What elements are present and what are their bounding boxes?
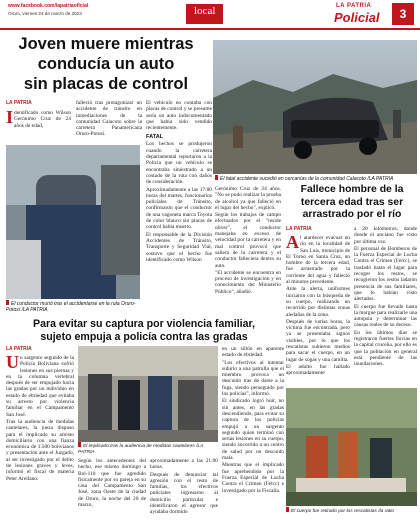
story2-text-b2: El personal de Bomberos de la Fuerza Especial de Lucha Contra el Crimen (Felcc), se trasladó hasta el lugar para recoger los restos, se recogieron los restos ladaron presencia de sus familiares, que lo habían visto alertados.: [354, 245, 417, 303]
story3-text-c2: Después de denunciar tal agresión con el resto de familias, los efectivos policiales ingresaron al domicilio particular e identificaron el agresor que ayudaba dormido: [150, 471, 218, 516]
story1-text-col2b: El vehículo no contaba con placas de control y se presume sería un auto indocumentado que había sido vendido recientemente.: [146, 100, 212, 132]
story2-column1: [286, 226, 350, 386]
story3-text-c: aproximadamente a las 21:00 horas.: [150, 458, 218, 471]
story3-text-b: Según los antecedentes del hecho, ese mismo domingo a Bol-110 que fue agredido físicamente por su pareja en su casa del Campamento San José, zona Oeste de la ciudad de Oruro, la noche del 20 de marzo,: [78, 458, 146, 509]
story3-column4: [222, 346, 284, 522]
story1-photo-main-caption: El fatal accidente sucedió en cercanías de la comunidad Calacoto /LA PATRIA: [215, 174, 415, 182]
story3-text-d4: Mientras que el implicado fue aprehendido por la Fuerza Especial de Lucha Contra el Crimen (Felcc) e investigado por la Fiscalía.: [222, 462, 284, 494]
story2-byline: LA PATRIA: [286, 226, 312, 232]
story1-text-col2e: El responsable de la División Accidentes de Tránsito, Transporte y Seguridad Vial, sostuvo que el hecho fue identificado como Wilson: [146, 231, 212, 263]
story2-text-a: l atardecer evacuar un río en la localidad de San Luis, municipio de El Torno en Santa Cruz, un hombre de la tercera edad, fue arrastrado por la corriente del agua y falleció al minutos precedente.: [286, 235, 350, 286]
supplement-name: Policial: [334, 10, 380, 25]
story2-headline-line2: tercera edad tras ser: [300, 196, 404, 208]
story1-photo-second: [6, 145, 140, 299]
story1-headline-line1: Joven muere mientras: [18, 35, 194, 53]
story3-photo-caption: El implicado tras la audiencia de medidas cautelares /LA PATRIA: [78, 442, 218, 456]
story3-headline: [4, 318, 284, 343]
story2-text-b4: En los últimos días se registraron fuertes lluvias en la capital cruceña, por ello es que la población en general está pendiente de las inundaciones.: [354, 329, 417, 368]
drop-cap: I: [6, 110, 14, 127]
issue-date: Oruro, viernes 24 de marzo de 2023: [8, 11, 82, 16]
page-number: 3: [392, 3, 414, 25]
story1-column4: [215, 186, 281, 314]
story3-byline: LA PATRIA: [6, 346, 32, 352]
story2-headline-line3: arrastrado por el río: [302, 209, 402, 220]
story2-column2: [354, 226, 417, 386]
story1-text-col3c: "El accidente se encuentra en proceso de investigación y en conocimiento del Ministerio Público", añadió.: [215, 269, 281, 295]
story3-headline-line2: sujeto empuja a policía contra las gradas: [40, 330, 248, 343]
story3-text-a: n sargento segundo de la Policía Boliviana sufrió lesiones en sus piernas y en la columna vertebral después de ser empujado hacia las gradas por un individuo en estado de ebriedad que evitaba su arresto por violencia familiar en el Campamento San José.: [6, 355, 74, 418]
story1-photo-second-caption: El conductor murió tras el accidentarse en la ruta Oruro-Potosí /LA PATRIA: [6, 300, 140, 314]
photo-driver-blurred: [6, 145, 140, 299]
story2-text-b: a 20 kilómetros, donde donde el anciano fue visto por última vez.: [354, 226, 417, 245]
story3-photo: [78, 346, 218, 442]
story1-text-col3b: Según los trabajos de campo efectuados por el "reside oliver", el conductor manejaba en exceso de velocidad por la carretera y en mal control provocó que saliera de la carretera y el conductor falleciera dentro su auto.: [215, 212, 281, 269]
story1-headline-line2: conducía un auto: [37, 55, 175, 73]
drop-cap: U: [6, 355, 19, 372]
story1-text-col2a: falleció tras protagonizar un accidente de tránsito en inmediaciones de la comunidad Calacoto sobre la carretera Panamericana Oruro-Potosí.: [76, 100, 142, 138]
brand-name: LA PATRIA: [336, 3, 372, 9]
story1-subhead: FATAL: [146, 134, 164, 141]
story2-text-a2: Ante la alerta, uniformes iniciaron con la búsqueda de su cuerpo, realizando un recorrido por distintas zonas aledañas de la zona.: [286, 286, 350, 318]
story1-photo-main: [213, 40, 417, 174]
story2-photo: [286, 388, 417, 506]
story2-photo-caption: El cuerpo fue retirado por los rescatistas /la ratio: [286, 507, 417, 517]
story1-text-col3a: Gerónimo Cruz de 24 años. "No se pudo realizar la prueba de alcohol ya que falleció en el lugar del hecho", explicó.: [215, 186, 281, 211]
page-header: [0, 0, 420, 30]
story2-text-a3: Después de varias horas, la víctima fue encontrada, pero ya se presentaba signos visibles, por lo que los rescatistas subieron medios para sacar el cuerpo, en un lugar de sogas y una camilla.: [286, 318, 350, 363]
story1-headline: [6, 34, 206, 94]
story3-column2: [78, 458, 146, 522]
section-label: local: [186, 4, 223, 24]
photo-accident-scene: [213, 40, 417, 174]
story1-column1: [6, 100, 71, 129]
story1-text-lead: dentificado como Wilson Gerónimo Cruz de 24 años de edad,: [14, 110, 71, 129]
story3-column3: [150, 458, 218, 522]
story3-text-d: en un sillón en aparente estado de ebriedad.: [222, 346, 284, 359]
facebook-link[interactable]: www.facebook.com/lapatriaoficial: [8, 3, 89, 9]
story1-column3: [146, 100, 212, 314]
photo-river-rescue: [286, 388, 417, 506]
story3-text-d3: El sindicado logró huir, no sin antes, en las gradas descendiendo, para evitar su captura de los policías empujó a un sargento segundo quien terminó con serias lesiones en su cuerpo, siendo socorrido a un centro de salud por un descuido mala.: [222, 398, 284, 462]
story2-text-b3: El cuerpo fue llevado hasta la morgue para realizarle una autopsia y determinar las causas reales de su deceso.: [354, 303, 417, 329]
story2-headline: [286, 184, 418, 222]
story1-byline: LA PATRIA: [6, 100, 32, 106]
photo-court-hearing: [78, 346, 218, 442]
story1-text-col2c: Los hechos se produjeron cuando la carretera departamental reportaron a la Policía que un vehículo se encontraba siniestrado a un costado de la ruta con daños de consideración.: [146, 141, 212, 186]
story1-column2: [76, 100, 142, 144]
story3-column1: [6, 346, 74, 522]
story1-headline-line3: sin placas de control: [23, 75, 189, 93]
story3-text-d2: "Los efectivos al intentar subirlo a una patrulla que el miembro provoca un descuido tras de darse a la fuga, siendo perseguido por los policías", informó.: [222, 359, 284, 398]
drop-cap: A: [286, 235, 299, 252]
story3-headline-line1: Para evitar su captura por violencia familiar,: [33, 318, 255, 330]
story2-headline-line1: Fallece hombre de la: [300, 184, 404, 195]
story3-text-a2: Tras la audiencia de medidas cautelares, la jueza dispuso para el implicado su arresto domiciliario con una fianza económica de 1.500 bolivianos y presentación ante el Juzgado, al ser investigado por el delito de lesiones graves y leves, informó el fiscal de materia Peter Arellano.: [6, 418, 74, 482]
story2-text-a4: El adulto fue hallado aproximadamente: [286, 363, 350, 377]
story1-text-col2d: Aproximadamente a las 17:00 horas del martes, funcionarios policiales de Tránsito, confirmaron que el conductor de una vagoneta marca Toyota de color blanco sin placas de control había muerto.: [146, 186, 212, 231]
